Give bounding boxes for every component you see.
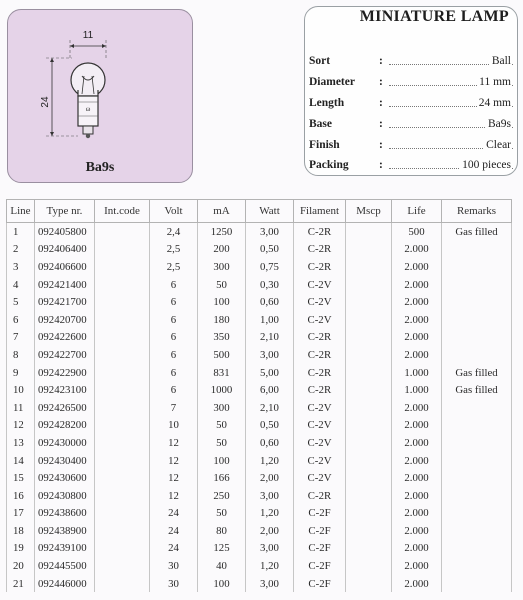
table-cell: 18 (7, 522, 35, 540)
table-cell: 092426500 (35, 399, 95, 417)
table-cell: 6 (150, 276, 198, 294)
table-cell: C-2V (294, 311, 346, 329)
table-cell: 2.000 (392, 276, 442, 294)
table-cell (442, 346, 512, 364)
column-header: Remarks (442, 200, 512, 223)
table-cell: 17 (7, 505, 35, 523)
table-row (7, 575, 512, 593)
table-cell: 12 (150, 469, 198, 487)
table-cell (346, 575, 392, 593)
table-cell: 13 (7, 434, 35, 452)
table-cell: 2.000 (392, 293, 442, 311)
table-cell: 2.000 (392, 346, 442, 364)
table-cell: 30 (150, 575, 198, 593)
table-row (7, 293, 512, 311)
spec-label: Packing (309, 159, 349, 171)
spec-row-length: Length : 24 mm (309, 97, 511, 109)
table-cell: 1.000 (392, 364, 442, 382)
table-cell (442, 311, 512, 329)
table-cell: 2.000 (392, 469, 442, 487)
table-cell: 092430000 (35, 434, 95, 452)
table-cell: 125 (198, 540, 246, 558)
table-cell: 8 (7, 346, 35, 364)
table-cell: 0,60 (246, 293, 294, 311)
table-cell (95, 487, 150, 505)
table-cell: 180 (198, 311, 246, 329)
table-row (7, 276, 512, 294)
table-cell (346, 241, 392, 259)
table-cell: 1000 (198, 381, 246, 399)
table-cell: 092430600 (35, 469, 95, 487)
spec-row-diameter: Diameter : 11 mm (309, 76, 511, 88)
table-cell (346, 293, 392, 311)
table-cell: C-2R (294, 381, 346, 399)
table-cell: C-2F (294, 575, 346, 593)
table-cell: 12 (150, 434, 198, 452)
table-cell: 092445500 (35, 557, 95, 575)
table-cell: C-2V (294, 399, 346, 417)
column-header: Filament (294, 200, 346, 223)
table-cell: C-2R (294, 364, 346, 382)
table-cell: 16 (7, 487, 35, 505)
width-dimension: 11 (82, 30, 94, 41)
table-cell: 40 (198, 557, 246, 575)
table-cell (442, 487, 512, 505)
table-cell (442, 417, 512, 435)
table-cell (95, 381, 150, 399)
column-header: Volt (150, 200, 198, 223)
table-cell: 1 (7, 223, 35, 241)
table-cell: 12 (7, 417, 35, 435)
table-cell: 2.000 (392, 487, 442, 505)
table-cell (346, 487, 392, 505)
spec-value: 24 mm (478, 97, 511, 109)
table-cell: 0,60 (246, 434, 294, 452)
table-cell: 15 (7, 469, 35, 487)
spec-label: Finish (309, 139, 340, 151)
table-cell: 12 (150, 487, 198, 505)
table-cell: 2.000 (392, 329, 442, 347)
height-dimension: 24 (40, 96, 51, 108)
table-cell: 092406600 (35, 258, 95, 276)
table-row (7, 311, 512, 329)
table-cell: 14 (7, 452, 35, 470)
table-cell (95, 469, 150, 487)
table-cell: 6 (150, 311, 198, 329)
table-cell: C-2R (294, 487, 346, 505)
table-row (7, 434, 512, 452)
table-cell: 092422600 (35, 329, 95, 347)
table-cell: 350 (198, 329, 246, 347)
table-cell (346, 329, 392, 347)
table-cell: 3,00 (246, 223, 294, 241)
table-cell: 5,00 (246, 364, 294, 382)
table-body (7, 223, 512, 593)
table-cell: 6 (150, 381, 198, 399)
table-cell: 092420700 (35, 311, 95, 329)
table-cell: Gas filled (442, 364, 512, 382)
table-cell: 0,75 (246, 258, 294, 276)
table-cell (442, 505, 512, 523)
table-cell: 092438600 (35, 505, 95, 523)
table-cell: 6 (150, 346, 198, 364)
table-cell (95, 417, 150, 435)
table-cell: 092430800 (35, 487, 95, 505)
table-row (7, 469, 512, 487)
table-cell: 2.000 (392, 540, 442, 558)
table-cell (442, 469, 512, 487)
table-cell: C-2V (294, 452, 346, 470)
table-cell: 20 (7, 557, 35, 575)
table-cell (346, 346, 392, 364)
table-cell: 092406400 (35, 241, 95, 259)
table-cell: 2.000 (392, 557, 442, 575)
table-cell: C-2F (294, 522, 346, 540)
table-cell (95, 540, 150, 558)
table-cell: 3,00 (246, 575, 294, 593)
spec-title: MINIATURE LAMP (359, 8, 509, 25)
table-cell: 2.000 (392, 452, 442, 470)
table-cell: 200 (198, 241, 246, 259)
table-cell: 0,30 (246, 276, 294, 294)
table-cell: Gas filled (442, 381, 512, 399)
table-cell: 2.000 (392, 522, 442, 540)
table-cell (346, 434, 392, 452)
table-cell: 092422700 (35, 346, 95, 364)
table-cell: 24 (150, 505, 198, 523)
table-row (7, 346, 512, 364)
table-row (7, 557, 512, 575)
table-cell (95, 329, 150, 347)
table-cell: 1250 (198, 223, 246, 241)
table-cell: 5 (7, 293, 35, 311)
table-cell (95, 557, 150, 575)
table-row (7, 452, 512, 470)
base-type-label: Ba9s (85, 160, 115, 175)
lamp-drawing (8, 10, 192, 182)
table-cell: C-2F (294, 540, 346, 558)
table-cell: 9 (7, 364, 35, 382)
lamp-drawing-panel (7, 9, 193, 183)
table-cell: 2,5 (150, 258, 198, 276)
spec-label: Diameter (309, 76, 355, 88)
table-cell: C-2F (294, 557, 346, 575)
table-cell (442, 522, 512, 540)
lamp-table (6, 199, 512, 592)
table-cell (346, 540, 392, 558)
table-cell (346, 381, 392, 399)
table-cell (442, 452, 512, 470)
table-row (7, 223, 512, 241)
table-cell: C-2R (294, 329, 346, 347)
table-row (7, 381, 512, 399)
table-cell (95, 522, 150, 540)
table-cell: 6 (150, 293, 198, 311)
table-cell: 100 (198, 452, 246, 470)
table-cell: 2.000 (392, 258, 442, 276)
table-cell: 10 (7, 381, 35, 399)
table-cell: 2,00 (246, 522, 294, 540)
table-cell (442, 329, 512, 347)
table-cell: 6,00 (246, 381, 294, 399)
table-cell: 50 (198, 417, 246, 435)
table-cell (442, 276, 512, 294)
table-row (7, 505, 512, 523)
table-cell (95, 293, 150, 311)
table-row (7, 487, 512, 505)
table-cell: 2,10 (246, 329, 294, 347)
spec-label: Base (309, 118, 332, 130)
table-cell (346, 469, 392, 487)
table-cell: 6 (150, 329, 198, 347)
table-cell: 166 (198, 469, 246, 487)
table-cell: C-2R (294, 241, 346, 259)
table-cell: 092405800 (35, 223, 95, 241)
table-cell (442, 241, 512, 259)
table-cell (442, 293, 512, 311)
spec-label: Sort (309, 55, 331, 67)
table-cell: 250 (198, 487, 246, 505)
table-cell (346, 399, 392, 417)
table-cell: C-2F (294, 505, 346, 523)
spec-value: 100 pieces (462, 159, 511, 171)
table-cell (346, 276, 392, 294)
column-header: Type nr. (35, 200, 95, 223)
table-cell: 50 (198, 505, 246, 523)
table-cell: 1,00 (246, 311, 294, 329)
table-cell: 2.000 (392, 505, 442, 523)
table-cell: 24 (150, 522, 198, 540)
table-cell: C-2R (294, 258, 346, 276)
table-cell: 7 (150, 399, 198, 417)
table-cell: 3 (7, 258, 35, 276)
table-cell (95, 575, 150, 593)
table-row (7, 329, 512, 347)
table-cell (346, 223, 392, 241)
table-cell: 092423100 (35, 381, 95, 399)
table-row (7, 258, 512, 276)
table-cell (442, 575, 512, 593)
table-cell (442, 399, 512, 417)
table-cell: 092439100 (35, 540, 95, 558)
table-cell: 300 (198, 399, 246, 417)
table-cell (346, 452, 392, 470)
table-cell: C-2V (294, 434, 346, 452)
table-cell (442, 540, 512, 558)
table-cell: 100 (198, 575, 246, 593)
table-cell (346, 258, 392, 276)
table-row (7, 399, 512, 417)
spec-value: Ball (491, 55, 511, 67)
table-cell (95, 399, 150, 417)
column-header: Mscp (346, 200, 392, 223)
table-cell: 12 (150, 452, 198, 470)
spec-row-finish: Finish : Clear (309, 139, 511, 151)
table-cell (95, 452, 150, 470)
table-cell: C-2V (294, 276, 346, 294)
table-cell: Gas filled (442, 223, 512, 241)
table-row (7, 417, 512, 435)
table-cell: 2.000 (392, 417, 442, 435)
table-cell: C-2R (294, 223, 346, 241)
spec-label: Length (309, 97, 345, 109)
table-cell: 11 (7, 399, 35, 417)
table-row (7, 241, 512, 259)
column-header: Watt (246, 200, 294, 223)
table-cell (95, 364, 150, 382)
spec-row-sort: Sort : Ball (309, 55, 511, 67)
table-cell: 100 (198, 293, 246, 311)
table-cell: 092430400 (35, 452, 95, 470)
spec-value: 11 mm (479, 76, 511, 88)
spec-row-base: Base : Ba9s (309, 118, 511, 130)
table-cell: 2.000 (392, 399, 442, 417)
table-cell (95, 505, 150, 523)
table-cell: 500 (198, 346, 246, 364)
table-cell: 831 (198, 364, 246, 382)
table-cell (346, 522, 392, 540)
table-cell: 092438900 (35, 522, 95, 540)
table-cell: 50 (198, 276, 246, 294)
table-cell (346, 364, 392, 382)
table-cell: 092421700 (35, 293, 95, 311)
table-cell: 6 (7, 311, 35, 329)
base-mark: ω (85, 105, 91, 113)
spec-box (304, 6, 518, 176)
table-cell: 3,00 (246, 487, 294, 505)
table-cell (442, 258, 512, 276)
table-cell: 2.000 (392, 575, 442, 593)
column-header: Line (7, 200, 35, 223)
table-header-row (7, 200, 512, 223)
table-cell: 092422900 (35, 364, 95, 382)
table-cell: C-2V (294, 469, 346, 487)
table-cell (95, 241, 150, 259)
column-header: mA (198, 200, 246, 223)
table-cell: 092421400 (35, 276, 95, 294)
table-cell (442, 557, 512, 575)
table-cell: 2,4 (150, 223, 198, 241)
table-cell: 1.000 (392, 381, 442, 399)
table-cell (95, 346, 150, 364)
table-cell (442, 434, 512, 452)
spec-value: Clear (486, 139, 511, 151)
table-cell: 4 (7, 276, 35, 294)
table-cell (95, 434, 150, 452)
table-cell: C-2V (294, 417, 346, 435)
table-cell: 7 (7, 329, 35, 347)
table-cell: 50 (198, 434, 246, 452)
table-cell: 3,00 (246, 540, 294, 558)
table-cell: 092428200 (35, 417, 95, 435)
table-cell: 092446000 (35, 575, 95, 593)
table-cell (346, 311, 392, 329)
column-header: Life (392, 200, 442, 223)
table-cell (95, 223, 150, 241)
spec-value: Ba9s (488, 118, 511, 130)
table-cell: 30 (150, 557, 198, 575)
table-cell (95, 311, 150, 329)
table-cell: 10 (150, 417, 198, 435)
table-cell: 6 (150, 364, 198, 382)
table-cell: 21 (7, 575, 35, 593)
table-cell: C-2V (294, 293, 346, 311)
table-row (7, 540, 512, 558)
table-cell: 300 (198, 258, 246, 276)
table-cell: 0,50 (246, 417, 294, 435)
table-cell: 3,00 (246, 346, 294, 364)
spec-row-packing: Packing : 100 pieces (309, 159, 511, 171)
table-cell: 80 (198, 522, 246, 540)
table-cell: 0,50 (246, 241, 294, 259)
table-cell: 2.000 (392, 241, 442, 259)
table-cell: 1,20 (246, 505, 294, 523)
table-cell: 2.000 (392, 311, 442, 329)
table-row (7, 364, 512, 382)
column-header: Int.code (95, 200, 150, 223)
table-cell: 2.000 (392, 434, 442, 452)
table-cell (346, 417, 392, 435)
table-cell: 2 (7, 241, 35, 259)
table-cell: 19 (7, 540, 35, 558)
table-cell (346, 505, 392, 523)
table-cell (346, 557, 392, 575)
table-cell: 2,00 (246, 469, 294, 487)
table-cell: 1,20 (246, 452, 294, 470)
table-cell: 1,20 (246, 557, 294, 575)
table-cell: C-2R (294, 346, 346, 364)
table-cell: 500 (392, 223, 442, 241)
table-row (7, 522, 512, 540)
table-cell: 2,5 (150, 241, 198, 259)
table-cell (95, 258, 150, 276)
table-cell: 2,10 (246, 399, 294, 417)
table-cell (95, 276, 150, 294)
table-cell: 24 (150, 540, 198, 558)
